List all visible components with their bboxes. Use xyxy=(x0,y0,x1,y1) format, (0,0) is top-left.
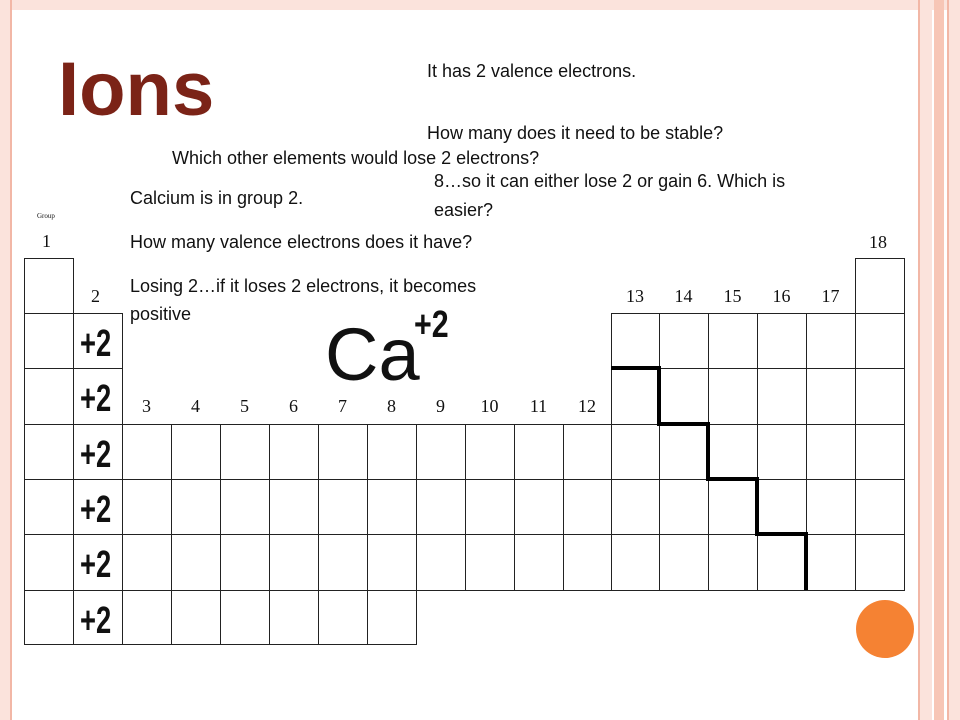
valence-count-question: How many valence electrons does it have? xyxy=(130,232,473,252)
group-number-label: 17 xyxy=(821,286,840,306)
charge-label: +2 xyxy=(80,489,112,531)
group-number-label: 7 xyxy=(338,396,347,416)
charge-label: +2 xyxy=(80,600,112,642)
ion-charge: +2 xyxy=(414,304,449,346)
decorative-circle xyxy=(856,600,914,658)
group-number-label: 8 xyxy=(387,396,396,416)
group-number-label: 5 xyxy=(240,396,249,416)
group-number-label: 14 xyxy=(674,286,693,306)
ion-symbol: Ca xyxy=(325,313,420,396)
group-number-label: 10 xyxy=(480,396,499,416)
group-number-label: 16 xyxy=(772,286,791,306)
group-number-label: 12 xyxy=(578,396,596,416)
eight-answer-line2: easier? xyxy=(434,200,494,220)
group-number-label: 11 xyxy=(529,396,548,416)
group-18-label: 18 xyxy=(869,232,887,252)
group-1-label: 1 xyxy=(42,231,51,251)
charge-label: +2 xyxy=(80,434,112,476)
stability-question: How many does it need to be stable? xyxy=(427,123,724,143)
losing-answer-line1: Losing 2…if it loses 2 electrons, it becomes xyxy=(130,276,477,296)
losing-answer-line2: positive xyxy=(130,304,192,324)
group-number-label: 4 xyxy=(191,396,200,416)
group-2-label: 2 xyxy=(91,286,100,306)
charge-label: +2 xyxy=(80,544,112,586)
group-number-label: 15 xyxy=(723,286,742,306)
eight-answer-line1: 8…so it can either lose 2 or gain 6. Which is xyxy=(434,171,786,191)
group-number-label: 3 xyxy=(142,396,151,416)
charge-label: +2 xyxy=(80,323,112,365)
charge-label: +2 xyxy=(80,378,112,420)
group-word-label: Group xyxy=(37,212,55,220)
group-number-label: 9 xyxy=(436,396,445,416)
valence-statement: It has 2 valence electrons. xyxy=(427,61,637,81)
other-elements-question: Which other elements would lose 2 electrons? xyxy=(172,148,540,168)
group-number-label: 13 xyxy=(626,286,644,306)
calcium-group-statement: Calcium is in group 2. xyxy=(130,188,304,208)
group-number-label: 6 xyxy=(289,396,298,416)
slide-title: Ions xyxy=(58,47,215,132)
